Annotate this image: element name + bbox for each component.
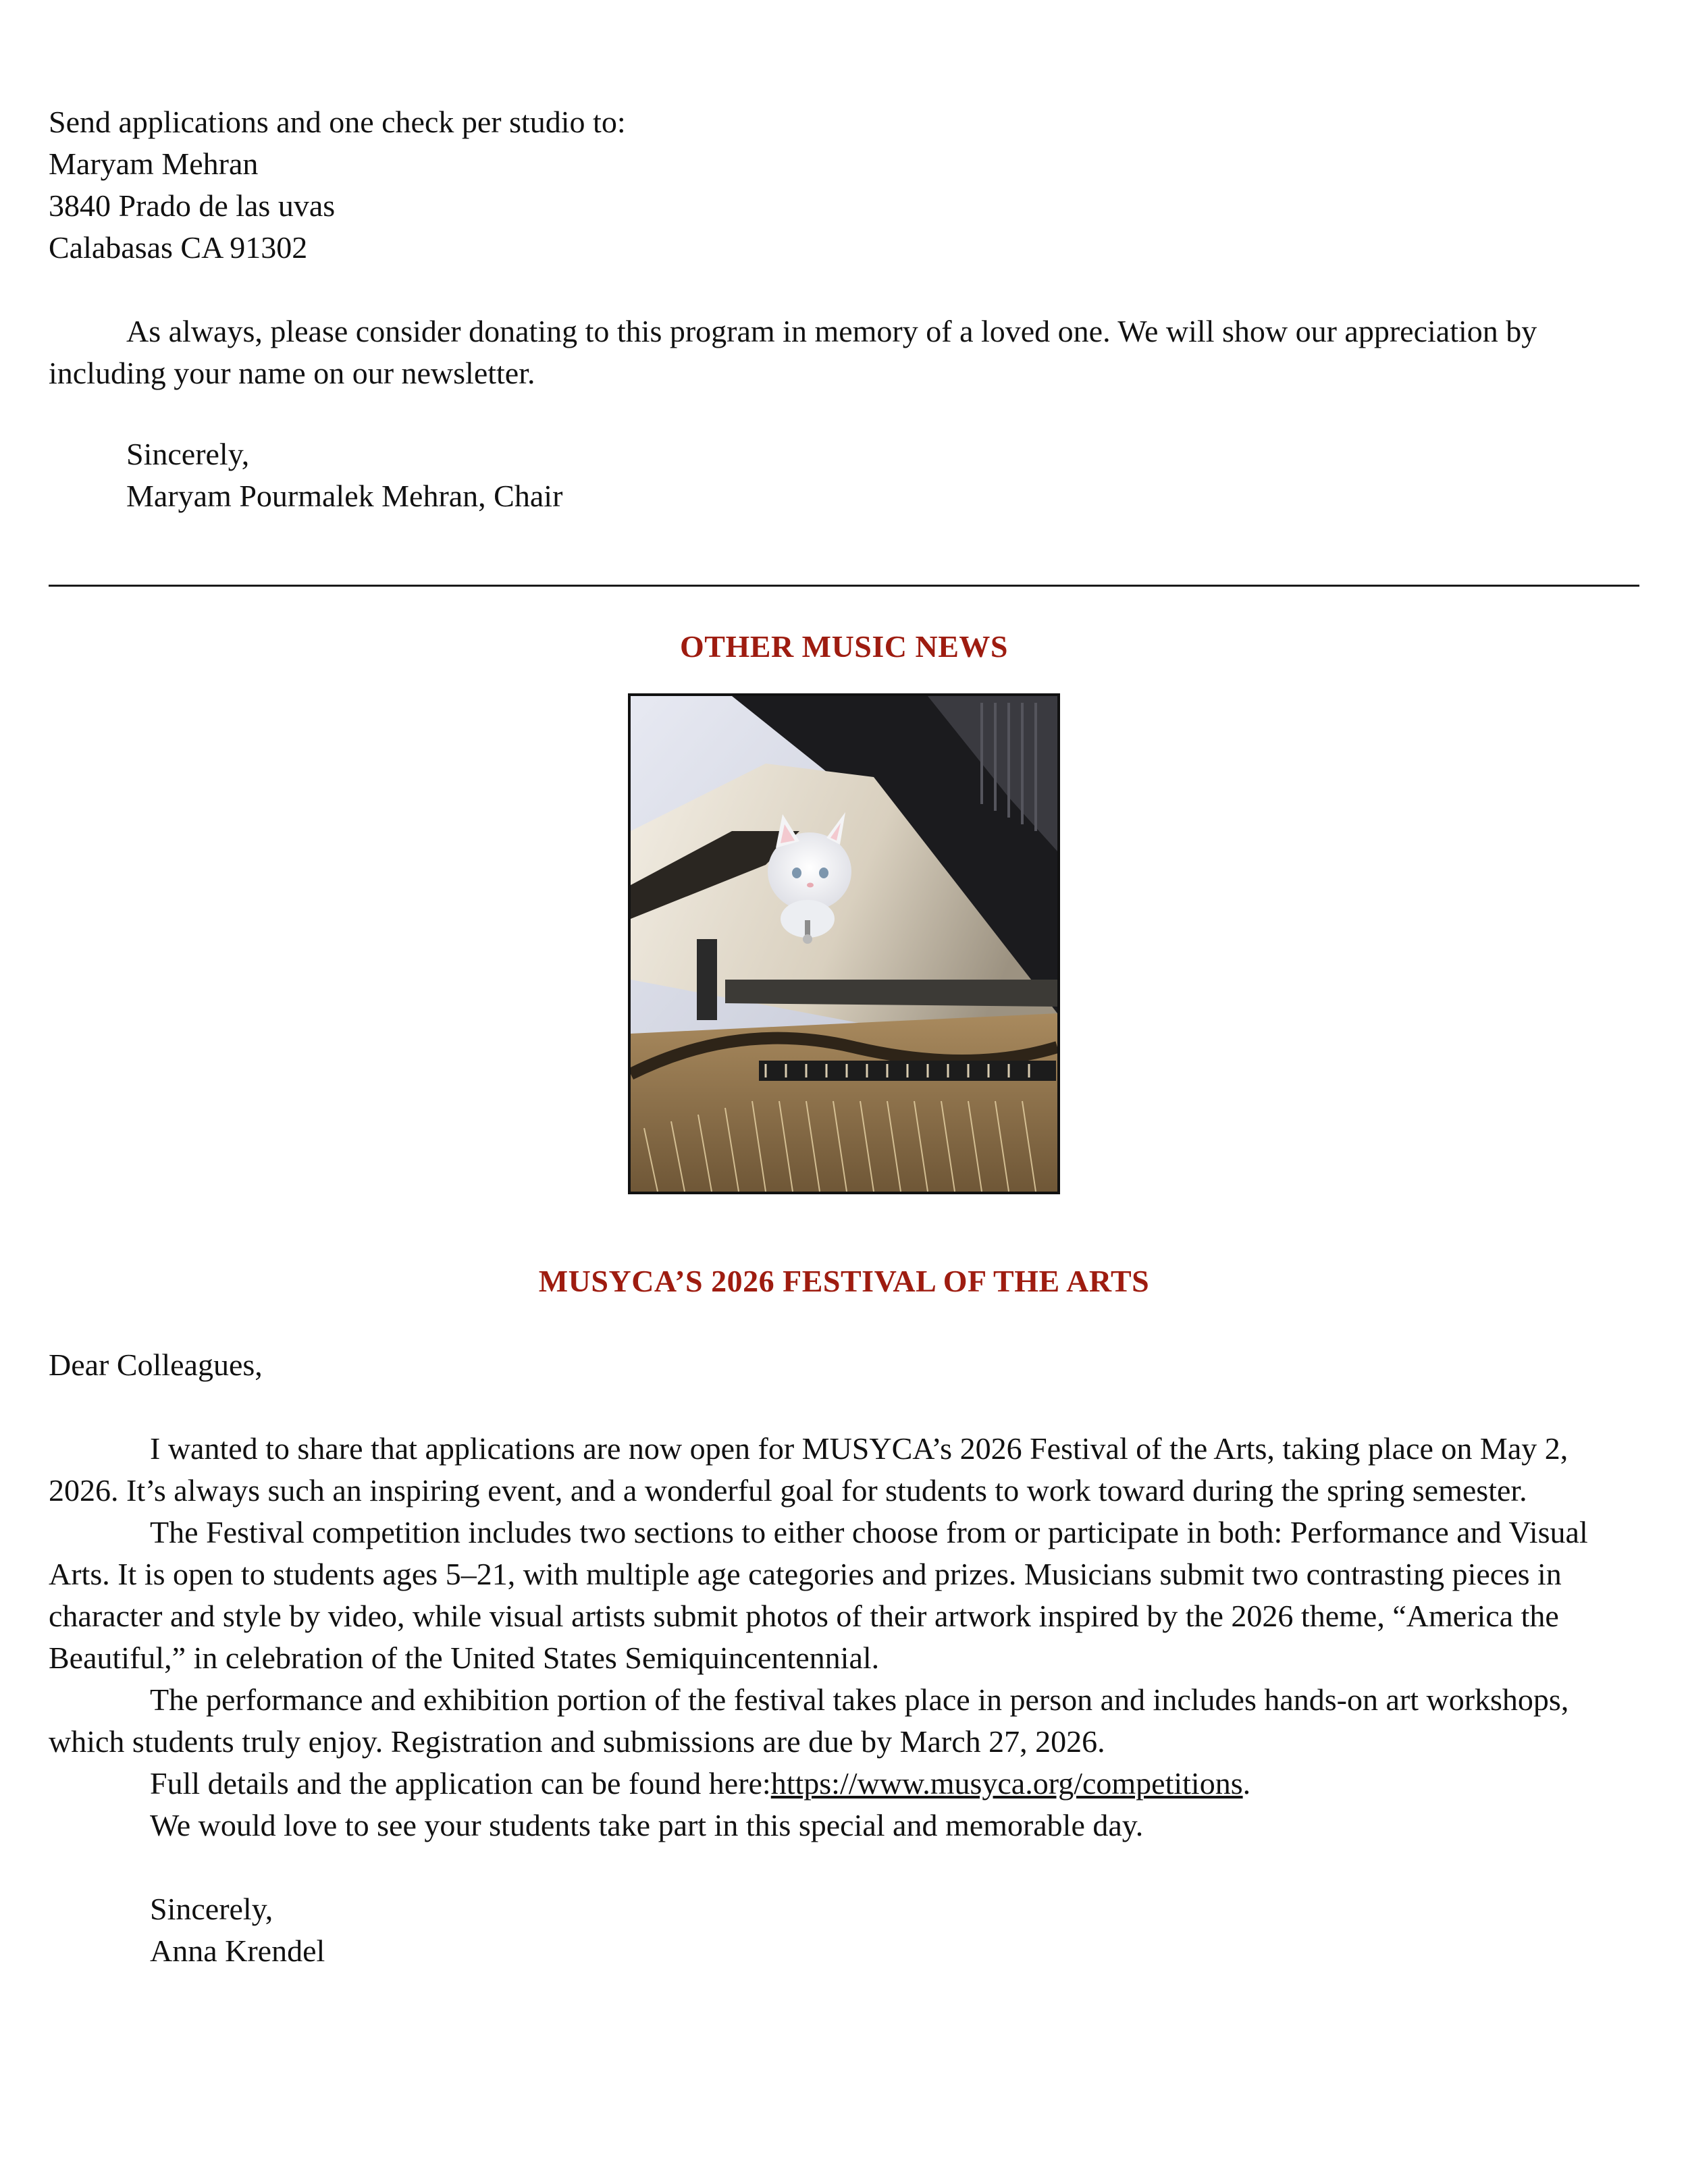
festival-paragraph-5: We would love to see your students take part in this special and memorable day. bbox=[150, 1808, 1144, 1842]
closing-block-festival bbox=[49, 1888, 1639, 1972]
festival-paragraph-1: I wanted to share that applications are now open for MUSYCA’s 2026 Festival of the Arts, taking place on May 2, 2026. It’s always such an inspiring event, and a wonderful goal for students to work toward during the spring semester. bbox=[49, 1431, 1568, 1508]
festival-signature: Anna Krendel bbox=[150, 1934, 325, 1968]
festival-paragraph-3: The performance and exhibition portion of the festival takes place in person and includes hands-on art workshops, which students truly enjoy. Registration and submissions are due by March 27, 2026. bbox=[49, 1682, 1569, 1759]
closing-salutation: Sincerely, bbox=[126, 437, 250, 471]
festival-salutation: Sincerely, bbox=[150, 1892, 273, 1926]
city-address: Calabasas CA 91302 bbox=[49, 230, 308, 265]
photo-container bbox=[49, 693, 1639, 1194]
recipient-name: Maryam Mehran bbox=[49, 147, 259, 181]
donation-paragraph: As always, please consider donating to this program in memory of a loved one. We will show our appreciation by including your name on our newsletter. bbox=[49, 314, 1537, 390]
photo-illustration bbox=[631, 696, 1057, 1192]
details-suffix: . bbox=[1242, 1766, 1251, 1801]
cat-on-piano-photo bbox=[628, 693, 1060, 1194]
festival-greeting: Dear Colleagues, bbox=[49, 1348, 263, 1382]
festival-paragraph-4 bbox=[49, 1763, 1639, 1805]
details-prefix: Full details and the application can be found here: bbox=[150, 1766, 771, 1801]
festival-heading: MUSYCA’S 2026 FESTIVAL OF THE ARTS bbox=[538, 1264, 1150, 1298]
competitions-link[interactable]: https://www.musyca.org/competitions bbox=[770, 1766, 1243, 1801]
closing-block-chair bbox=[49, 433, 1639, 517]
street-address: 3840 Prado de las uvas bbox=[49, 188, 336, 223]
send-to-line: Send applications and one check per studio to: bbox=[49, 105, 626, 139]
closing-signature: Maryam Pourmalek Mehran, Chair bbox=[126, 479, 563, 513]
newsletter-page bbox=[49, 0, 1639, 1972]
address-block bbox=[49, 101, 1639, 269]
other-music-news-heading: OTHER MUSIC NEWS bbox=[680, 629, 1008, 664]
festival-paragraph-2: The Festival competition includes two sections to either choose from or participate in both: Performance and Visual Arts. It is open to students ages 5–21, with multiple age categories and prizes. Musicians submit two contrasting pieces in character and style by video, while visual artists submit photos of their artwork inspired by the 2026 theme, “America the Beautiful,” in celebration of the United States Semiquincentennial. bbox=[49, 1515, 1588, 1675]
